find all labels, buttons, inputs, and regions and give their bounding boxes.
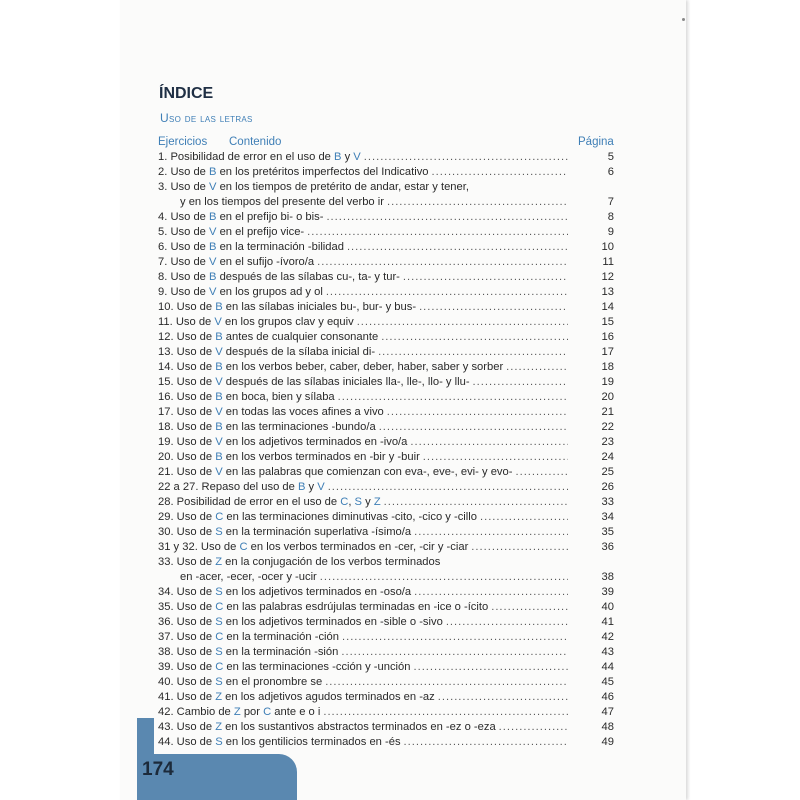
toc-entry: [158, 405, 614, 420]
toc-entry-label: 34. Uso de S en los adjetivos terminados en -oso/a: [158, 586, 412, 598]
toc-entry-label: 6. Uso de B en la terminación -bilidad: [158, 241, 344, 253]
paper-speck: [682, 18, 685, 21]
toc-entry-label: 18. Uso de B en las terminaciones -bundo/a: [158, 421, 376, 433]
leader-dots: [378, 345, 568, 360]
toc-entry: [158, 345, 614, 360]
toc-entry-label: 3. Uso de V en los tiempos de pretérito de andar, estar y tener,: [158, 181, 469, 193]
toc-entry: [158, 630, 614, 645]
leader-dots: [413, 660, 568, 675]
leader-dots: [432, 165, 568, 180]
toc-entry: [158, 720, 614, 735]
toc-entry-label: 29. Uso de C en las terminaciones diminutivas -cito, -cico y -cillo: [158, 511, 477, 523]
leader-dots: [384, 495, 568, 510]
leader-dots: [491, 600, 568, 615]
leader-dots: [480, 510, 568, 525]
leader-dots: [403, 270, 568, 285]
toc-entry-label: 38. Uso de S en la terminación -sión: [158, 646, 339, 658]
toc-entry-label: 10. Uso de B en las sílabas iniciales bu-, bur- y bus-: [158, 301, 417, 313]
leader-dots: [326, 210, 568, 225]
toc-entry-page: 25: [601, 466, 614, 478]
toc-entry-page: 11: [602, 256, 614, 268]
toc-entry-label: 15. Uso de V después de las sílabas iniciales lla-, lle-, llo- y llu-: [158, 376, 470, 388]
leader-dots: [341, 645, 568, 660]
toc-entry-page: 47: [601, 706, 614, 718]
toc-entry: [158, 525, 614, 540]
leader-dots: [515, 465, 568, 480]
toc-entry-label: 39. Uso de C en las terminaciones -cción y -unción: [158, 661, 411, 673]
toc-entry: [158, 210, 614, 225]
toc-entry-page: 18: [601, 361, 614, 373]
toc-entry-label: 1. Posibilidad de error en el uso de B y V: [158, 151, 361, 163]
toc-entry: [158, 585, 614, 600]
toc-entry: [158, 360, 614, 375]
toc-entry: [158, 555, 614, 570]
toc-entry: [158, 195, 614, 210]
toc-entry-label: 42. Cambio de Z por C ante e o i: [158, 706, 321, 718]
toc-entry: [158, 540, 614, 555]
toc-entry: [158, 480, 614, 495]
table-of-contents: [158, 150, 614, 750]
toc-entry-page: 41: [601, 616, 614, 628]
toc-entry-page: 38: [601, 571, 614, 583]
toc-entry: [158, 390, 614, 405]
toc-entry: [158, 675, 614, 690]
toc-entry: [158, 180, 614, 195]
leader-dots: [499, 720, 568, 735]
leader-dots: [423, 450, 568, 465]
toc-entry-page: 6: [607, 166, 614, 178]
toc-entry-page: 12: [601, 271, 614, 283]
toc-entry-label: 22 a 27. Repaso del uso de B y V: [158, 481, 325, 493]
toc-entry-label: 19. Uso de V en los adjetivos terminados en -ivo/a: [158, 436, 408, 448]
leader-dots: [446, 615, 568, 630]
leader-dots: [342, 630, 568, 645]
toc-entry-page: 14: [601, 301, 614, 313]
toc-entry-label: 21. Uso de V en las palabras que comienzan con eva-, eve-, evi- y evo-: [158, 466, 513, 478]
leader-dots: [438, 690, 568, 705]
toc-entry-page: 24: [601, 451, 614, 463]
toc-entry-page: 45: [601, 676, 614, 688]
toc-entry: [158, 240, 614, 255]
toc-entry-label: 4. Uso de B en el prefijo bi- o bis-: [158, 211, 324, 223]
toc-entry-page: 17: [601, 346, 614, 358]
toc-entry-page: 19: [601, 376, 614, 388]
toc-entry-label: 11. Uso de V en los grupos clav y equiv: [158, 316, 354, 328]
toc-entry-page: 23: [601, 436, 614, 448]
toc-entry: [158, 435, 614, 450]
toc-entry-label: 31 y 32. Uso de C en los verbos terminados en -cer, -cir y -ciar: [158, 541, 469, 553]
toc-entry-label: 44. Uso de S en los gentilicios terminados en -és: [158, 736, 401, 748]
toc-entry: [158, 645, 614, 660]
toc-entry-label: en -acer, -ecer, -ocer y -ucir: [180, 571, 317, 583]
toc-entry: [158, 225, 614, 240]
toc-entry-page: 36: [601, 541, 614, 553]
toc-entry-page: 8: [607, 211, 614, 223]
toc-entry-label: 40. Uso de S en el pronombre se: [158, 676, 323, 688]
toc-entry-label: 14. Uso de B en los verbos beber, caber, deber, haber, saber y sorber: [158, 361, 504, 373]
leader-dots: [404, 735, 568, 750]
toc-entry-page: 13: [601, 286, 614, 298]
toc-entry-label: 9. Uso de V en los grupos ad y ol: [158, 286, 323, 298]
leader-dots: [419, 300, 568, 315]
toc-entry: [158, 330, 614, 345]
toc-entry-label: 28. Posibilidad de error en el uso de C, S y Z: [158, 496, 381, 508]
toc-entry: [158, 255, 614, 270]
toc-entry-page: 20: [601, 391, 614, 403]
leader-dots: [357, 315, 568, 330]
toc-entry-page: 10: [601, 241, 614, 253]
toc-entry-label: 20. Uso de B en los verbos terminados en -bir y -buir: [158, 451, 420, 463]
toc-entry-label: 35. Uso de C en las palabras esdrújulas terminadas en -ice o -ícito: [158, 601, 489, 613]
toc-entry: [158, 285, 614, 300]
leader-dots: [323, 705, 568, 720]
toc-entry: [158, 705, 614, 720]
toc-entry: [158, 735, 614, 750]
toc-entry: [158, 465, 614, 480]
column-header-ejercicios: Ejercicios: [158, 136, 208, 148]
leader-dots: [328, 480, 568, 495]
toc-entry-label: 5. Uso de V en el prefijo vice-: [158, 226, 305, 238]
toc-entry: [158, 150, 614, 165]
toc-entry-label: 30. Uso de S en la terminación superlativa -ísimo/a: [158, 526, 412, 538]
page-number: 174: [142, 759, 174, 780]
toc-entry-page: 43: [601, 646, 614, 658]
toc-entry-page: 33: [601, 496, 614, 508]
toc-entry-page: 21: [601, 406, 614, 418]
leader-dots: [307, 225, 568, 240]
leader-dots: [414, 585, 568, 600]
leader-dots: [471, 540, 568, 555]
leader-dots: [506, 360, 568, 375]
leader-dots: [379, 420, 568, 435]
toc-entry-label: 7. Uso de V en el sufijo -ívoro/a: [158, 256, 315, 268]
leader-dots: [347, 240, 568, 255]
column-header-pagina: Página: [578, 136, 614, 148]
leader-dots: [364, 150, 568, 165]
leader-dots: [414, 525, 568, 540]
leader-dots: [387, 195, 568, 210]
toc-entry-page: 15: [601, 316, 614, 328]
toc-entry-page: 39: [601, 586, 614, 598]
leader-dots: [387, 405, 568, 420]
toc-entry-label: 13. Uso de V después de la sílaba inicial di-: [158, 346, 376, 358]
toc-entry: [158, 570, 614, 585]
toc-entry-page: 5: [607, 151, 614, 163]
toc-entry: [158, 450, 614, 465]
toc-entry-label: 2. Uso de B en los pretéritos imperfectos del Indicativo: [158, 166, 429, 178]
toc-entry: [158, 600, 614, 615]
toc-entry-label: 8. Uso de B después de las sílabas cu-, ta- y tur-: [158, 271, 400, 283]
toc-entry-page: 35: [601, 526, 614, 538]
section-subtitle: Uso de las letras: [160, 111, 253, 125]
toc-entry-label: y en los tiempos del presente del verbo ir: [180, 196, 384, 208]
toc-entry: [158, 690, 614, 705]
toc-entry-label: 17. Uso de V en todas las voces afines a vivo: [158, 406, 384, 418]
column-header-contenido: Contenido: [229, 136, 282, 148]
toc-entry-page: 48: [601, 721, 614, 733]
toc-entry-label: 12. Uso de B antes de cualquier consonante: [158, 331, 379, 343]
toc-entry-page: 16: [601, 331, 614, 343]
leader-dots: [473, 375, 568, 390]
toc-entry-label: 36. Uso de S en los adjetivos terminados en -sible o -sivo: [158, 616, 443, 628]
toc-entry-page: 46: [601, 691, 614, 703]
toc-entry-page: 22: [601, 421, 614, 433]
toc-entry: [158, 165, 614, 180]
toc-entry: [158, 615, 614, 630]
toc-entry: [158, 270, 614, 285]
toc-entry-label: 16. Uso de B en boca, bien y sílaba: [158, 391, 335, 403]
leader-dots: [317, 255, 568, 270]
toc-entry: [158, 315, 614, 330]
leader-dots: [326, 285, 568, 300]
leader-dots: [338, 390, 568, 405]
toc-entry: [158, 660, 614, 675]
toc-entry-page: 9: [607, 226, 614, 238]
toc-entry: [158, 300, 614, 315]
leader-dots: [381, 330, 568, 345]
toc-entry-page: 34: [601, 511, 614, 523]
toc-entry-label: 37. Uso de C en la terminación -ción: [158, 631, 339, 643]
toc-entry: [158, 420, 614, 435]
leader-dots: [325, 675, 568, 690]
leader-dots: [410, 435, 568, 450]
page-title: ÍNDICE: [159, 85, 214, 102]
toc-entry-label: 41. Uso de Z en los adjetivos agudos terminados en -az: [158, 691, 435, 703]
toc-entry: [158, 495, 614, 510]
toc-entry-page: 42: [601, 631, 614, 643]
toc-entry-page: 7: [607, 196, 614, 208]
toc-entry: [158, 375, 614, 390]
toc-entry-label: 33. Uso de Z en la conjugación de los verbos terminados: [158, 556, 441, 568]
toc-entry-page: 49: [601, 736, 614, 748]
toc-entry: [158, 510, 614, 525]
toc-entry-page: 26: [601, 481, 614, 493]
leader-dots: [320, 570, 568, 585]
toc-entry-label: 43. Uso de Z en los sustantivos abstractos terminados en -ez o -eza: [158, 721, 496, 733]
toc-entry-page: 40: [601, 601, 614, 613]
toc-entry-page: 44: [601, 661, 614, 673]
